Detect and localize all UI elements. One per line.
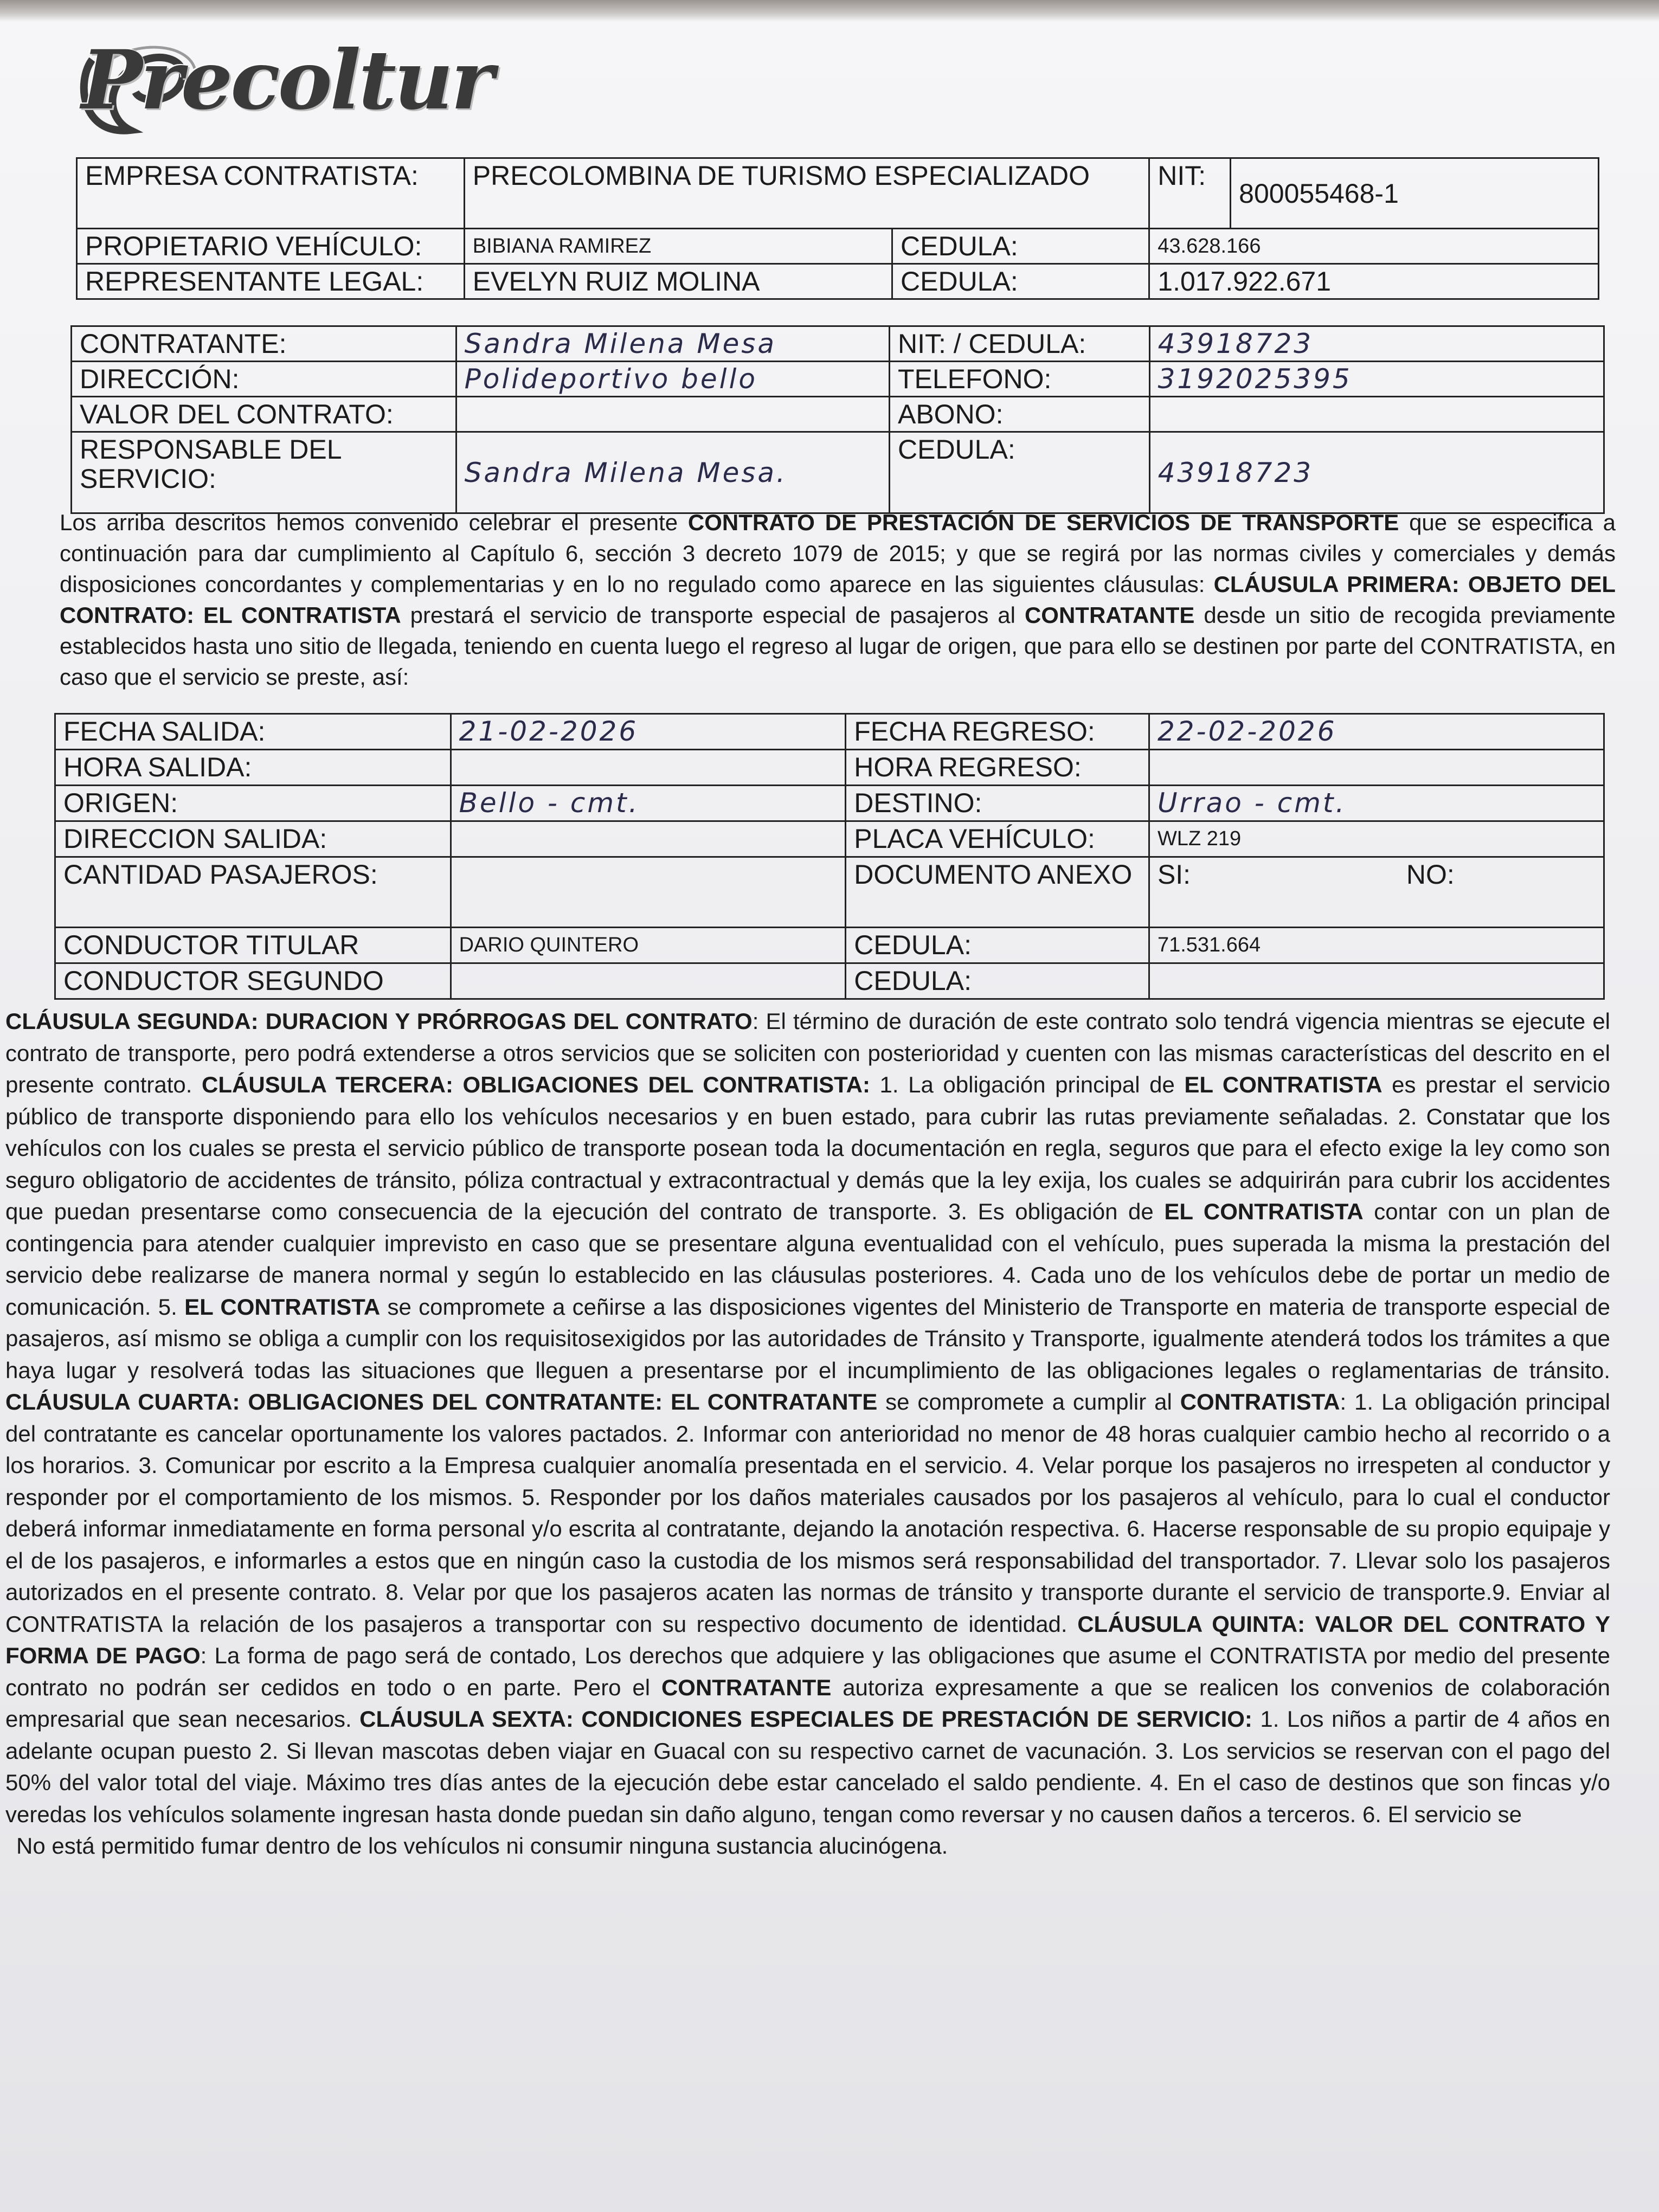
empresa-label: EMPRESA CONTRATISTA:	[77, 158, 465, 229]
responsable-cedula-label: CEDULA:	[889, 432, 1149, 513]
clause-text-2: 1. La obligación principal de	[870, 1072, 1185, 1097]
destino-value: Urrao - cmt.	[1149, 786, 1604, 821]
clause-bold-7: CONTRATISTA	[1180, 1389, 1340, 1414]
clause-text-9: autoriza expresamente a que se realicen los convenios de colaboración empresarial que sean necesarios.	[5, 1674, 1610, 1732]
abono-value	[1149, 397, 1604, 432]
clause-text-1: : El término de duración de este contrato solo tendrá vigencia mientras se ejecute el contrato de transporte, pero podrá extenderse a otros servicios que se soliciten con posterioridad y cuenten con las mismas características del descrito en el presente contrato.	[5, 1008, 1611, 1097]
intro-text-3: prestará el servicio de transporte especial de pasajeros al	[401, 602, 1025, 628]
propietario-cedula: 43.628.166	[1149, 229, 1599, 264]
hora-regreso-value	[1149, 750, 1604, 786]
cantidad-value	[451, 857, 846, 928]
clause-bold-6: CLÁUSULA CUARTA: OBLIGACIONES DEL CONTRATANTE: EL CONTRATANTE	[5, 1389, 878, 1414]
valor-label: VALOR DEL CONTRATO:	[72, 397, 456, 432]
conductor-titular-value: DARIO QUINTERO	[451, 928, 846, 963]
responsable-value: Sandra Milena Mesa.	[456, 432, 889, 513]
clause-last-line: No está permitido fumar dentro de los vehículos ni consumir ninguna sustancia alucinógena.	[16, 1833, 948, 1859]
direccion-salida-value	[451, 821, 846, 857]
representante-cedula: 1.017.922.671	[1149, 264, 1599, 299]
representante-label: REPRESENTANTE LEGAL:	[77, 264, 465, 299]
nit-label: NIT:	[1149, 158, 1231, 229]
origen-value: Bello - cmt.	[451, 786, 846, 821]
page-top-edge	[0, 0, 1659, 22]
clause-bold-5: EL CONTRATISTA	[184, 1294, 381, 1320]
clause-text-5: se compromete a ceñirse a las disposiciones vigentes del Ministerio de Transporte en materia de transporte especial de pasajeros, así mismo se obliga a cumplir con los requisitosexigidos por las autoridades de Tránsito y Transporte, igualmente atenderá todos los trámites a que haya lugar y resolverá todas las situaciones que lleguen a presentarse por el incumplimiento de las obligaciones legales o reglamentarias de tránsito.	[5, 1294, 1610, 1383]
clauses-paragraph	[5, 1006, 1610, 1862]
conductor-titular-cedula: 71.531.664	[1149, 928, 1604, 963]
contratante-value: Sandra Milena Mesa	[456, 326, 889, 362]
intro-bold-1: CONTRATO DE PRESTACIÓN DE SERVICIOS DE TRANSPORTE	[687, 510, 1399, 535]
direccion-salida-label: DIRECCION SALIDA:	[55, 821, 451, 857]
conductor-segundo-label: CONDUCTOR SEGUNDO	[55, 963, 451, 999]
nit-value: 800055468-1	[1231, 158, 1599, 229]
valor-value	[456, 397, 889, 432]
clause-text-4: contar con un plan de contingencia para atender cualquier imprevisto en caso que se presentare alguna eventualidad con el vehículo, pues superada la misma la prestación del servicio debe realizarse de manera normal y según lo establecido en las cláusulas posteriores. 4. Cada uno de los vehículos debe de portar un medio de comunicación. 5.	[5, 1199, 1610, 1320]
placa-value: WLZ 219	[1149, 821, 1604, 857]
clause-text-10: 1. Los niños a partir de 4 años en adelante ocupan puesto 2. Si llevan mascotas deben viajar en Guacal con su respectivo carnet de vacunación. 3. Los servicios se reservan con el pago del 50% del valor total del viaje. Máximo tres días antes de la ejecución debe estar cancelado el saldo pendiente. 4. En el caso de destinos que son fincas y/o veredas los vehículos solamente ingresan hasta donde puedan sin daño alguno, tengan como reversar y no causen daños a terceros. 6. El servicio se	[5, 1706, 1610, 1827]
intro-text-4: desde un sitio de recogida previamente establecidos hasta uno sitio de llegada, teniendo en cuenta luego el regreso al lugar de origen, que para ello se destinen por parte del CONTRATISTA, en caso que el servicio se preste, así:	[60, 602, 1616, 690]
nit-cedula-label: NIT: / CEDULA:	[889, 326, 1149, 362]
documento-options	[1149, 857, 1604, 928]
placa-label: PLACA VEHÍCULO:	[846, 821, 1149, 857]
hora-salida-label: HORA SALIDA:	[55, 750, 451, 786]
representante-value: EVELYN RUIZ MOLINA	[464, 264, 892, 299]
propietario-label: PROPIETARIO VEHÍCULO:	[77, 229, 465, 264]
trip-table	[54, 713, 1605, 1000]
clause-bold-10: CLÁUSULA SEXTA: CONDICIONES ESPECIALES DE PRESTACIÓN DE SERVICIO:	[359, 1706, 1252, 1732]
origen-label: ORIGEN:	[55, 786, 451, 821]
propietario-cedula-label: CEDULA:	[892, 229, 1149, 264]
si-label: SI:	[1157, 859, 1191, 890]
no-label: NO:	[1406, 859, 1455, 890]
nit-cedula-value: 43918723	[1149, 326, 1604, 362]
clause-bold-2: CLÁUSULA TERCERA: OBLIGACIONES DEL CONTRATISTA:	[202, 1072, 870, 1097]
clause-text-8: : La forma de pago será de contado, Los derechos que adquiere y las obligaciones que asume el CONTRATISTA por medio del presente contrato no podrán ser cedidos en todo o en parte. Pero el	[5, 1643, 1610, 1700]
hora-regreso-label: HORA REGRESO:	[846, 750, 1149, 786]
hora-salida-value	[451, 750, 846, 786]
intro-bold-2: CLÁUSULA PRIMERA: OBJETO DEL CONTRATO: EL CONTRATISTA	[60, 571, 1616, 628]
abono-label: ABONO:	[889, 397, 1149, 432]
fecha-regreso-label: FECHA REGRESO:	[846, 714, 1149, 750]
intro-bold-3: CONTRATANTE	[1024, 602, 1195, 628]
direccion-value: Polideportivo bello	[456, 362, 889, 397]
clause-bold-3: EL CONTRATISTA	[1184, 1072, 1382, 1097]
fecha-regreso-value: 22-02-2026	[1149, 714, 1604, 750]
destino-label: DESTINO:	[846, 786, 1149, 821]
empresa-value: PRECOLOMBINA DE TURISMO ESPECIALIZADO	[464, 158, 1149, 229]
clause-text-7: : 1. La obligación principal del contratante es cancelar oportunamente los valores pactados. 2. Informar con anterioridad no menor de 48 horas cualquier cambio hecho al recorrido o a los horarios. 3. Comunicar por escrito a la Empresa cualquier anomalía presentada en el servicio. 4. Velar porque los pasajeros no irrespeten al conductor y responder por el comportamiento de los mismos. 5. Responder por los daños materiales causados por los pasajeros al vehículo, para lo cual el conductor deberá informar inmediatamente en forma personal y/o escrita al contratante, dejando la anotación respectiva. 6. Hacerse responsable de su propio equipaje y el de los pasajeros, e informarles a estos que en ningún caso la custodia de los mismos será responsabilidad del transportador. 7. Llevar solo los pasajeros autorizados en el presente contrato. 8. Velar por que los pasajeros acaten las normas de tránsito y transporte durante el servicio de transporte.9. Enviar al CONTRATISTA la relación de los pasajeros a transportar con su respectivo documento de identidad.	[5, 1389, 1610, 1637]
documento-label: DOCUMENTO ANEXO	[846, 857, 1149, 928]
conductor-titular-cedula-label: CEDULA:	[846, 928, 1149, 963]
logo-wordmark: Precoltur	[81, 33, 492, 128]
company-table	[76, 157, 1599, 300]
clause-text-6: se compromete a cumplir al	[877, 1389, 1180, 1414]
clause-bold-1: CLÁUSULA SEGUNDA: DURACION Y PRÓRROGAS DEL CONTRATO	[5, 1008, 753, 1034]
intro-paragraph	[60, 507, 1616, 692]
telefono-value: 3192025395	[1149, 362, 1604, 397]
clause-bold-4: EL CONTRATISTA	[1164, 1199, 1364, 1224]
direccion-label: DIRECCIÓN:	[72, 362, 456, 397]
conductor-segundo-value	[451, 963, 846, 999]
responsable-cedula: 43918723	[1149, 432, 1604, 513]
representante-cedula-label: CEDULA:	[892, 264, 1149, 299]
telefono-label: TELEFONO:	[889, 362, 1149, 397]
client-table	[70, 325, 1605, 514]
conductor-titular-label: CONDUCTOR TITULAR	[55, 928, 451, 963]
fecha-salida-value: 21-02-2026	[451, 714, 846, 750]
intro-text-2: que se especifica a continuación para dar cumplimiento al Capítulo 6, sección 3 decreto 1079 de 2015; y que se regirá por las normas civiles y comerciales y demás disposiciones concordantes y complementarias y en lo no regulado como aparece en las siguientes cláusulas:	[60, 510, 1616, 597]
intro-text-1: Los arriba descritos hemos convenido celebrar el presente	[60, 510, 688, 535]
propietario-value: BIBIANA RAMIREZ	[464, 229, 892, 264]
clause-text-3: es prestar el servicio público de transporte disponiendo para ello los vehículos necesarios y en buen estado, para cubrir las rutas previamente señaladas. 2. Constatar que los vehículos con los cuales se presta el servicio público de transporte posean toda la documentación en regla, seguros que para el efecto exige la ley como son seguro obligatorio de accidentes de tránsito, póliza contractual y extracontractual y demás que la ley exija, los cuales se adquirirán para cubrir los accidentes que puedan presentarse como consecuencia de la ejecución del contrato de transporte. 3. Es obligación de	[5, 1072, 1610, 1224]
cantidad-label: CANTIDAD PASAJEROS:	[55, 857, 451, 928]
contratante-label: CONTRATANTE:	[72, 326, 456, 362]
conductor-segundo-cedula-label: CEDULA:	[846, 963, 1149, 999]
responsable-label: RESPONSABLE DEL SERVICIO:	[72, 432, 456, 513]
clause-bold-9: CONTRATANTE	[661, 1674, 832, 1700]
conductor-segundo-cedula	[1149, 963, 1604, 999]
fecha-salida-label: FECHA SALIDA:	[55, 714, 451, 750]
clause-bold-8: CLÁUSULA QUINTA: VALOR DEL CONTRATO Y FORMA DE PAGO	[5, 1611, 1610, 1668]
